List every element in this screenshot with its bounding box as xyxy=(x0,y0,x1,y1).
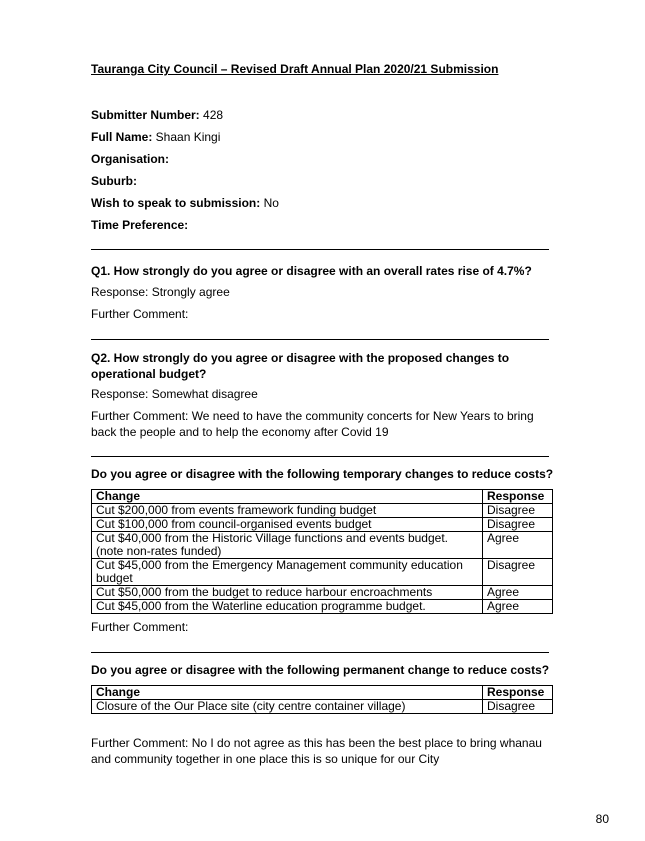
table-header-row xyxy=(92,490,553,504)
temp-comment: Further Comment: xyxy=(91,620,189,634)
q2-comment: Further Comment: We need to have the community concerts for New Years to bring back the people and to help the economy after Covid 19 xyxy=(91,409,534,439)
response-cell: Agree xyxy=(483,586,553,600)
field-organisation: Organisation: xyxy=(91,152,170,166)
change-cell: Cut $100,000 from council-organised events budget xyxy=(92,518,483,532)
perm-question: Do you agree or disagree with the following permanent change to reduce costs? xyxy=(91,663,550,677)
header-change: Change xyxy=(92,490,483,504)
response-cell: Disagree xyxy=(483,700,553,714)
response-cell: Disagree xyxy=(483,518,553,532)
table-row xyxy=(92,700,553,714)
response-cell: Agree xyxy=(483,600,553,614)
temporary-changes-table xyxy=(91,489,553,614)
table-row xyxy=(92,586,553,600)
table-row xyxy=(92,518,553,532)
field-time-preference: Time Preference: xyxy=(91,218,189,232)
change-cell: Cut $200,000 from events framework funding budget xyxy=(92,504,483,518)
change-note: (note non-rates funded) xyxy=(96,544,222,558)
q2-response: Response: Somewhat disagree xyxy=(91,387,258,401)
divider xyxy=(91,249,549,250)
response-cell: Agree xyxy=(483,532,553,559)
change-text: Cut $40,000 from the Historic Village functions and events budget. xyxy=(96,531,448,545)
perm-comment: Further Comment: No I do not agree as this has been the best place to bring whanau and community together in one place this is so unique for our City xyxy=(91,736,542,766)
q2-question: Q2. How strongly do you agree or disagree with the proposed changes to operational budget? xyxy=(91,351,510,381)
divider xyxy=(91,456,549,457)
field-wish-to-speak: Wish to speak to submission: No xyxy=(91,196,279,210)
header-response: Response xyxy=(483,686,553,700)
table-row xyxy=(92,559,553,586)
change-cell: Cut $45,000 from the Waterline education programme budget. xyxy=(92,600,483,614)
document-title: Tauranga City Council – Revised Draft Annual Plan 2020/21 Submission xyxy=(91,62,499,76)
change-cell xyxy=(92,532,483,559)
divider xyxy=(91,652,549,653)
change-cell: Cut $50,000 from the budget to reduce harbour encroachments xyxy=(92,586,483,600)
page-number: 80 xyxy=(595,812,609,826)
response-cell: Disagree xyxy=(483,504,553,518)
q1-comment: Further Comment: xyxy=(91,307,189,321)
divider xyxy=(91,339,549,340)
q1-response: Response: Strongly agree xyxy=(91,285,230,299)
table-row xyxy=(92,504,553,518)
change-cell: Cut $45,000 from the Emergency Management community education budget xyxy=(92,559,483,586)
header-response: Response xyxy=(483,490,553,504)
response-cell: Disagree xyxy=(483,559,553,586)
field-suburb: Suburb: xyxy=(91,174,137,188)
field-submitter-number: Submitter Number: 428 xyxy=(91,108,224,122)
q1-question: Q1. How strongly do you agree or disagree with an overall rates rise of 4.7%? xyxy=(91,264,532,278)
permanent-change-table xyxy=(91,685,553,714)
field-full-name: Full Name: Shaan Kingi xyxy=(91,130,221,144)
table-row xyxy=(92,600,553,614)
table-header-row xyxy=(92,686,553,700)
table-row xyxy=(92,532,553,559)
change-cell: Closure of the Our Place site (city centre container village) xyxy=(92,700,483,714)
header-change: Change xyxy=(92,686,483,700)
temp-question: Do you agree or disagree with the following temporary changes to reduce costs? xyxy=(91,467,554,481)
